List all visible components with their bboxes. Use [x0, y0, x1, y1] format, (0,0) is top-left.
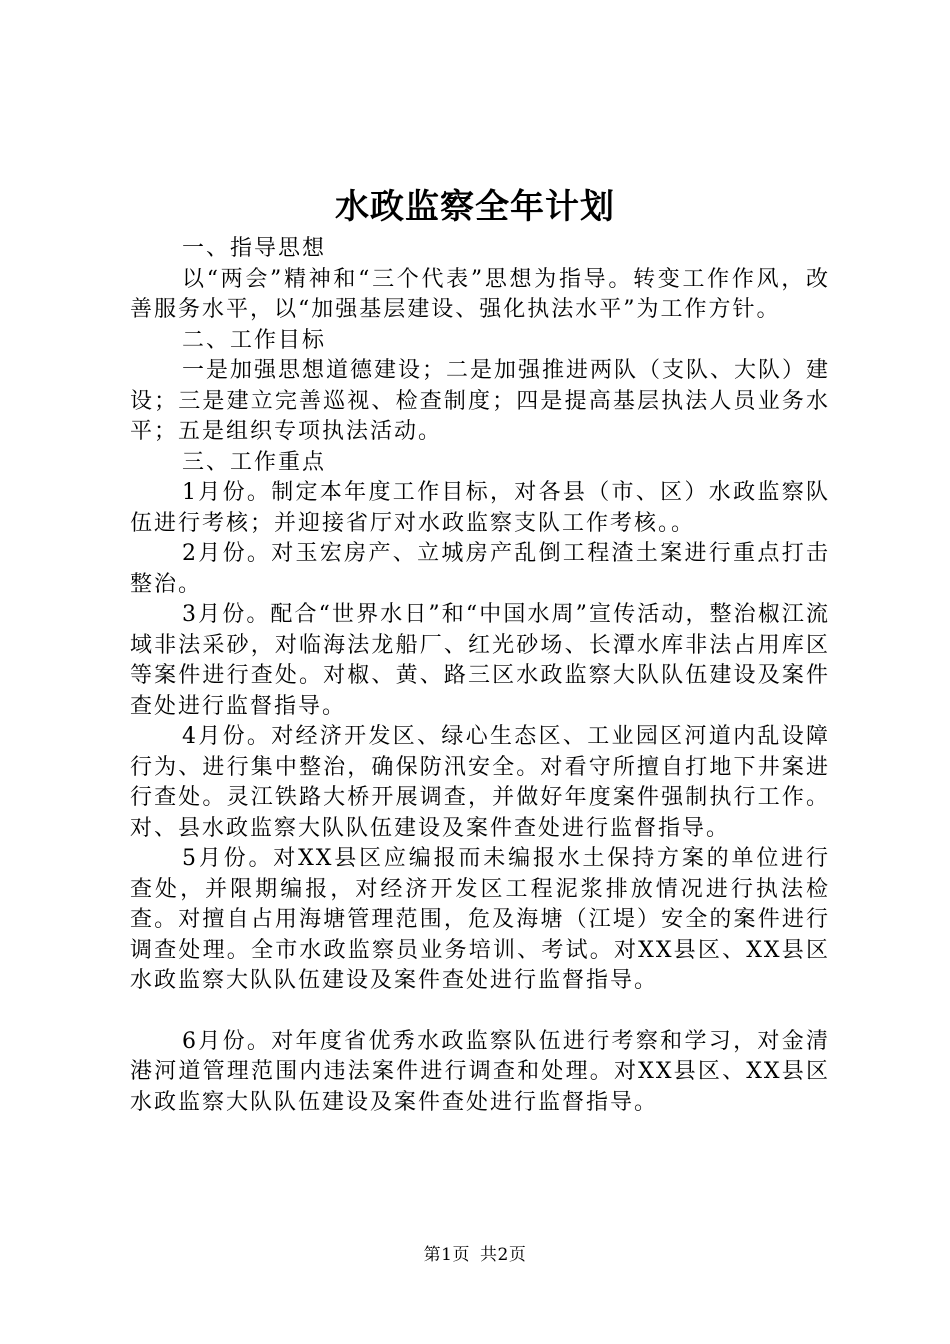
paragraph-april: 4月份。对经济开发区、绿心生态区、工业园区河道内乱设障行为、进行集中整治，确保防汛安全。对看守所擅自打地下井案进行查处。灵江铁路大桥开展调查，并做好年度案件强制执行工作。对、县水政监察大队队伍建设及案件查处进行监督指导。: [130, 724, 830, 841]
page-total: 共2页: [480, 1245, 527, 1265]
paragraph-january: 1月份。制定本年度工作目标，对各县（市、区）水政监察队伍进行考核；并迎接省厅对水政监察支队工作考核。。: [130, 480, 830, 536]
document-body: [130, 234, 830, 1118]
page-footer: [0, 1243, 950, 1267]
paragraph-guiding-ideology: 以“两会”精神和“三个代表”思想为指导。转变工作作风，改善服务水平，以“加强基层建设、强化执法水平”为工作方针。: [130, 266, 830, 322]
section-heading-work-goals: 二、工作目标: [182, 327, 327, 353]
section-heading-guiding-ideology: 一、指导思想: [182, 236, 327, 261]
paragraph-work-goals: 一是加强思想道德建设；二是加强推进两队（支队、大队）建设；三是建立完善巡视、检查制度；四是提高基层执法人员业务水平；五是组织专项执法活动。: [130, 358, 831, 444]
paragraph-june: 6月份。对年度省优秀水政监察队伍进行考察和学习，对金清港河道管理范围内违法案件进行调查和处理。对XX县区、XX县区水政监察大队队伍建设及案件查处进行监督指导。: [130, 1028, 830, 1115]
document-title: 水政监察全年计划: [335, 187, 615, 227]
paragraph-february: 2月份。对玉宏房产、立城房产乱倒工程渣土案进行重点打击整治。: [130, 541, 830, 597]
paragraph-march: 3月份。配合“世界水日”和“中国水周”宣传活动，整治椒江流域非法采砂，对临海法龙船厂、红光砂场、长潭水库非法占用库区等案件进行查处。对椒、黄、路三区水政监察大队队伍建设及案件查处进行监督指导。: [130, 602, 830, 719]
section-heading-work-focus: 三、工作重点: [182, 449, 327, 475]
paragraph-spacer: [130, 997, 830, 1027]
page-number: 第1页: [423, 1245, 470, 1265]
paragraph-may: 5月份。对XX县区应编报而未编报水土保持方案的单位进行查处，并限期编报，对经济开发区工程泥浆排放情况进行执法检查。对擅自占用海塘管理范围，危及海塘（江堤）安全的案件进行调查处理。全市水政监察员业务培训、考试。对XX县区、XX县区水政监察大队队伍建设及案件查处进行监督指导。: [130, 846, 830, 993]
